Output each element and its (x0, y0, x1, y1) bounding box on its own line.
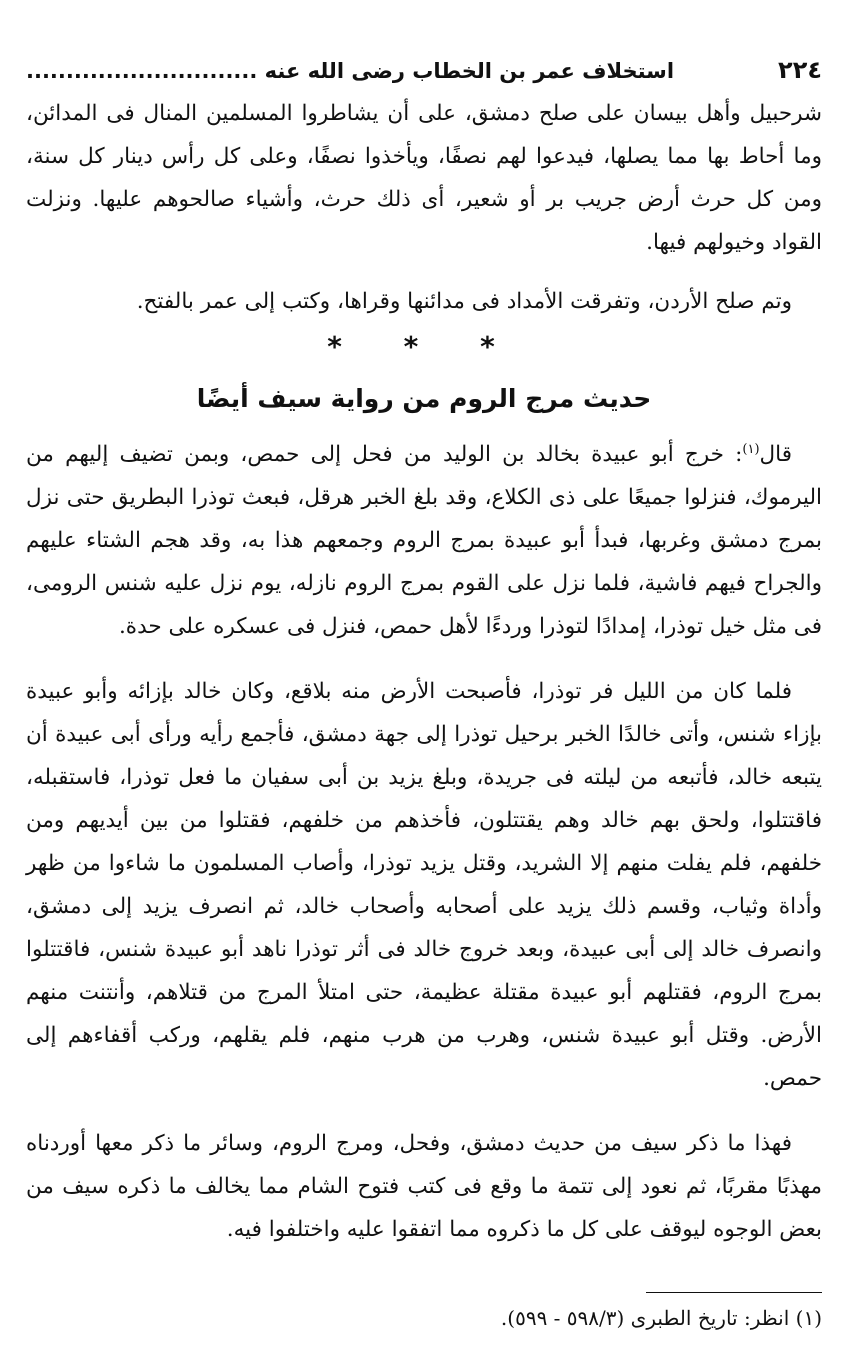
footnote: (١) انظر: تاريخ الطبرى (٥٩٨/٣ - ٥٩٩). (500, 1306, 822, 1330)
paragraph-besan-peace: شرحبيل وأهل بيسان على صلح دمشق، على أن يشاطروا المسلمين المنال فى المدائن، وما أحاط بها مما يصلها، فيدعوا لهم نصفًا، ويأخذوا نصفًا، وعلى كل رأس دينار كل سنة، ومن كل حرث أرض جريب بر أو شعير، أى ذلك حرث، وأشياء صالحوهم عليها. ونزلت القواد وخيولهم فيها. (26, 101, 822, 255)
section-title: حديث مرج الروم من رواية سيف أيضًا (196, 384, 652, 413)
intro-word: قال (759, 442, 792, 467)
paragraph-battle-account: فلما كان من الليل فر توذرا، فأصبحت الأرض منه بلاقع، وكان خالد بإزائه وأبو عبيدة بإزاء شنس، وأتى خالدًا الخبر برحيل توذرا إلى جهة دمشق، فأجمع رأيه ورأى أبى عبيدة أن يتبعه خالد، فأتبعه من ليلته فى جريدة، وبلغ يزيد بن أبى سفيان ما فعل توذرا، فاستقبله، فاقتتلوا، ولحق بهم خالد وهم يقتتلون، فأخذهم من خلفهم، فقتلوا من بين أيديهم ومن خلفهم، فلم يفلت منهم إلا الشريد، وقتل يزيد توذرا، وأصاب المسلمون ما شاءوا من ظهر وأداة وثياب، وقسم ذلك يزيد على أصحابه وأصحاب خالد، ثم انصرف يزيد إلى دمشق، وانصرف خالد إلى أبى عبيدة، وبعد خروج خالد فى أثر توذرا ناهد أبو عبيدة شنس، فاقتتلوا بمرج الروم، فقتلهم أبو عبيدة مقتلة عظيمة، حتى امتلأ المرج من قتلاهم، وأنتنت منهم الأرض. وقتل أبو عبيدة شنس، وهرب من هرب منهم، فلم يقلهم، وركب أقفاءهم إلى حمص. (26, 679, 822, 1091)
paragraph-1-text: : خرج أبو عبيدة بخالد بن الوليد من فحل إلى حمص، وبمن تضيف إليهم من اليرموك، فنزلوا جميعًا على ذى الكلاع، وقد بلغ الخبر هرقل، فبعث توذرا البطريق حتى نزل بمرج دمشق وغربها، فبدأ أبو عبيدة بمرج الروم وجمعهم هذا به، وقد هجم الشتاء عليهم والجراح فيهم فاشية، فلما نزل على القوم بمرج الروم نازله، يوم نزل عليه شنس الرومى، فى مثل خيل توذرا، إمدادًا لتوذرا وردءًا لأهل حمص، فنزل فى عسكره على حدة. (26, 442, 822, 639)
running-header (26, 48, 822, 92)
paragraph-closing-summary: فهذا ما ذكر سيف من حديث دمشق، وفحل، ومرج الروم، وسائر ما ذكر معها أوردناه مهذبًا مقربًا، ثم نعود إلى تتمة ما وقع فى كتب فتوح الشام مما يخالف ما ذكره سيف من بعض الوجوه ليوقف على كل ما ذكروه مما اتفقوا عليه واختلفوا فيه. (26, 1131, 822, 1242)
paragraph-abu-ubaida-march (26, 433, 822, 648)
footnote-reference[interactable]: (١) (742, 441, 760, 457)
running-title: استخلاف عمر بن الخطاب رضى الله عنه ............................. (26, 59, 675, 83)
paragraph-jordan-peace: وتم صلح الأردن، وتفرقت الأمداد فى مدائنها وقراها، وكتب إلى عمر بالفتح. (136, 289, 792, 314)
section-separator: * * * (327, 330, 521, 363)
page-number: ٢٢٤ (778, 56, 822, 84)
book-page (26, 48, 822, 1251)
footnote-divider (646, 1292, 822, 1293)
